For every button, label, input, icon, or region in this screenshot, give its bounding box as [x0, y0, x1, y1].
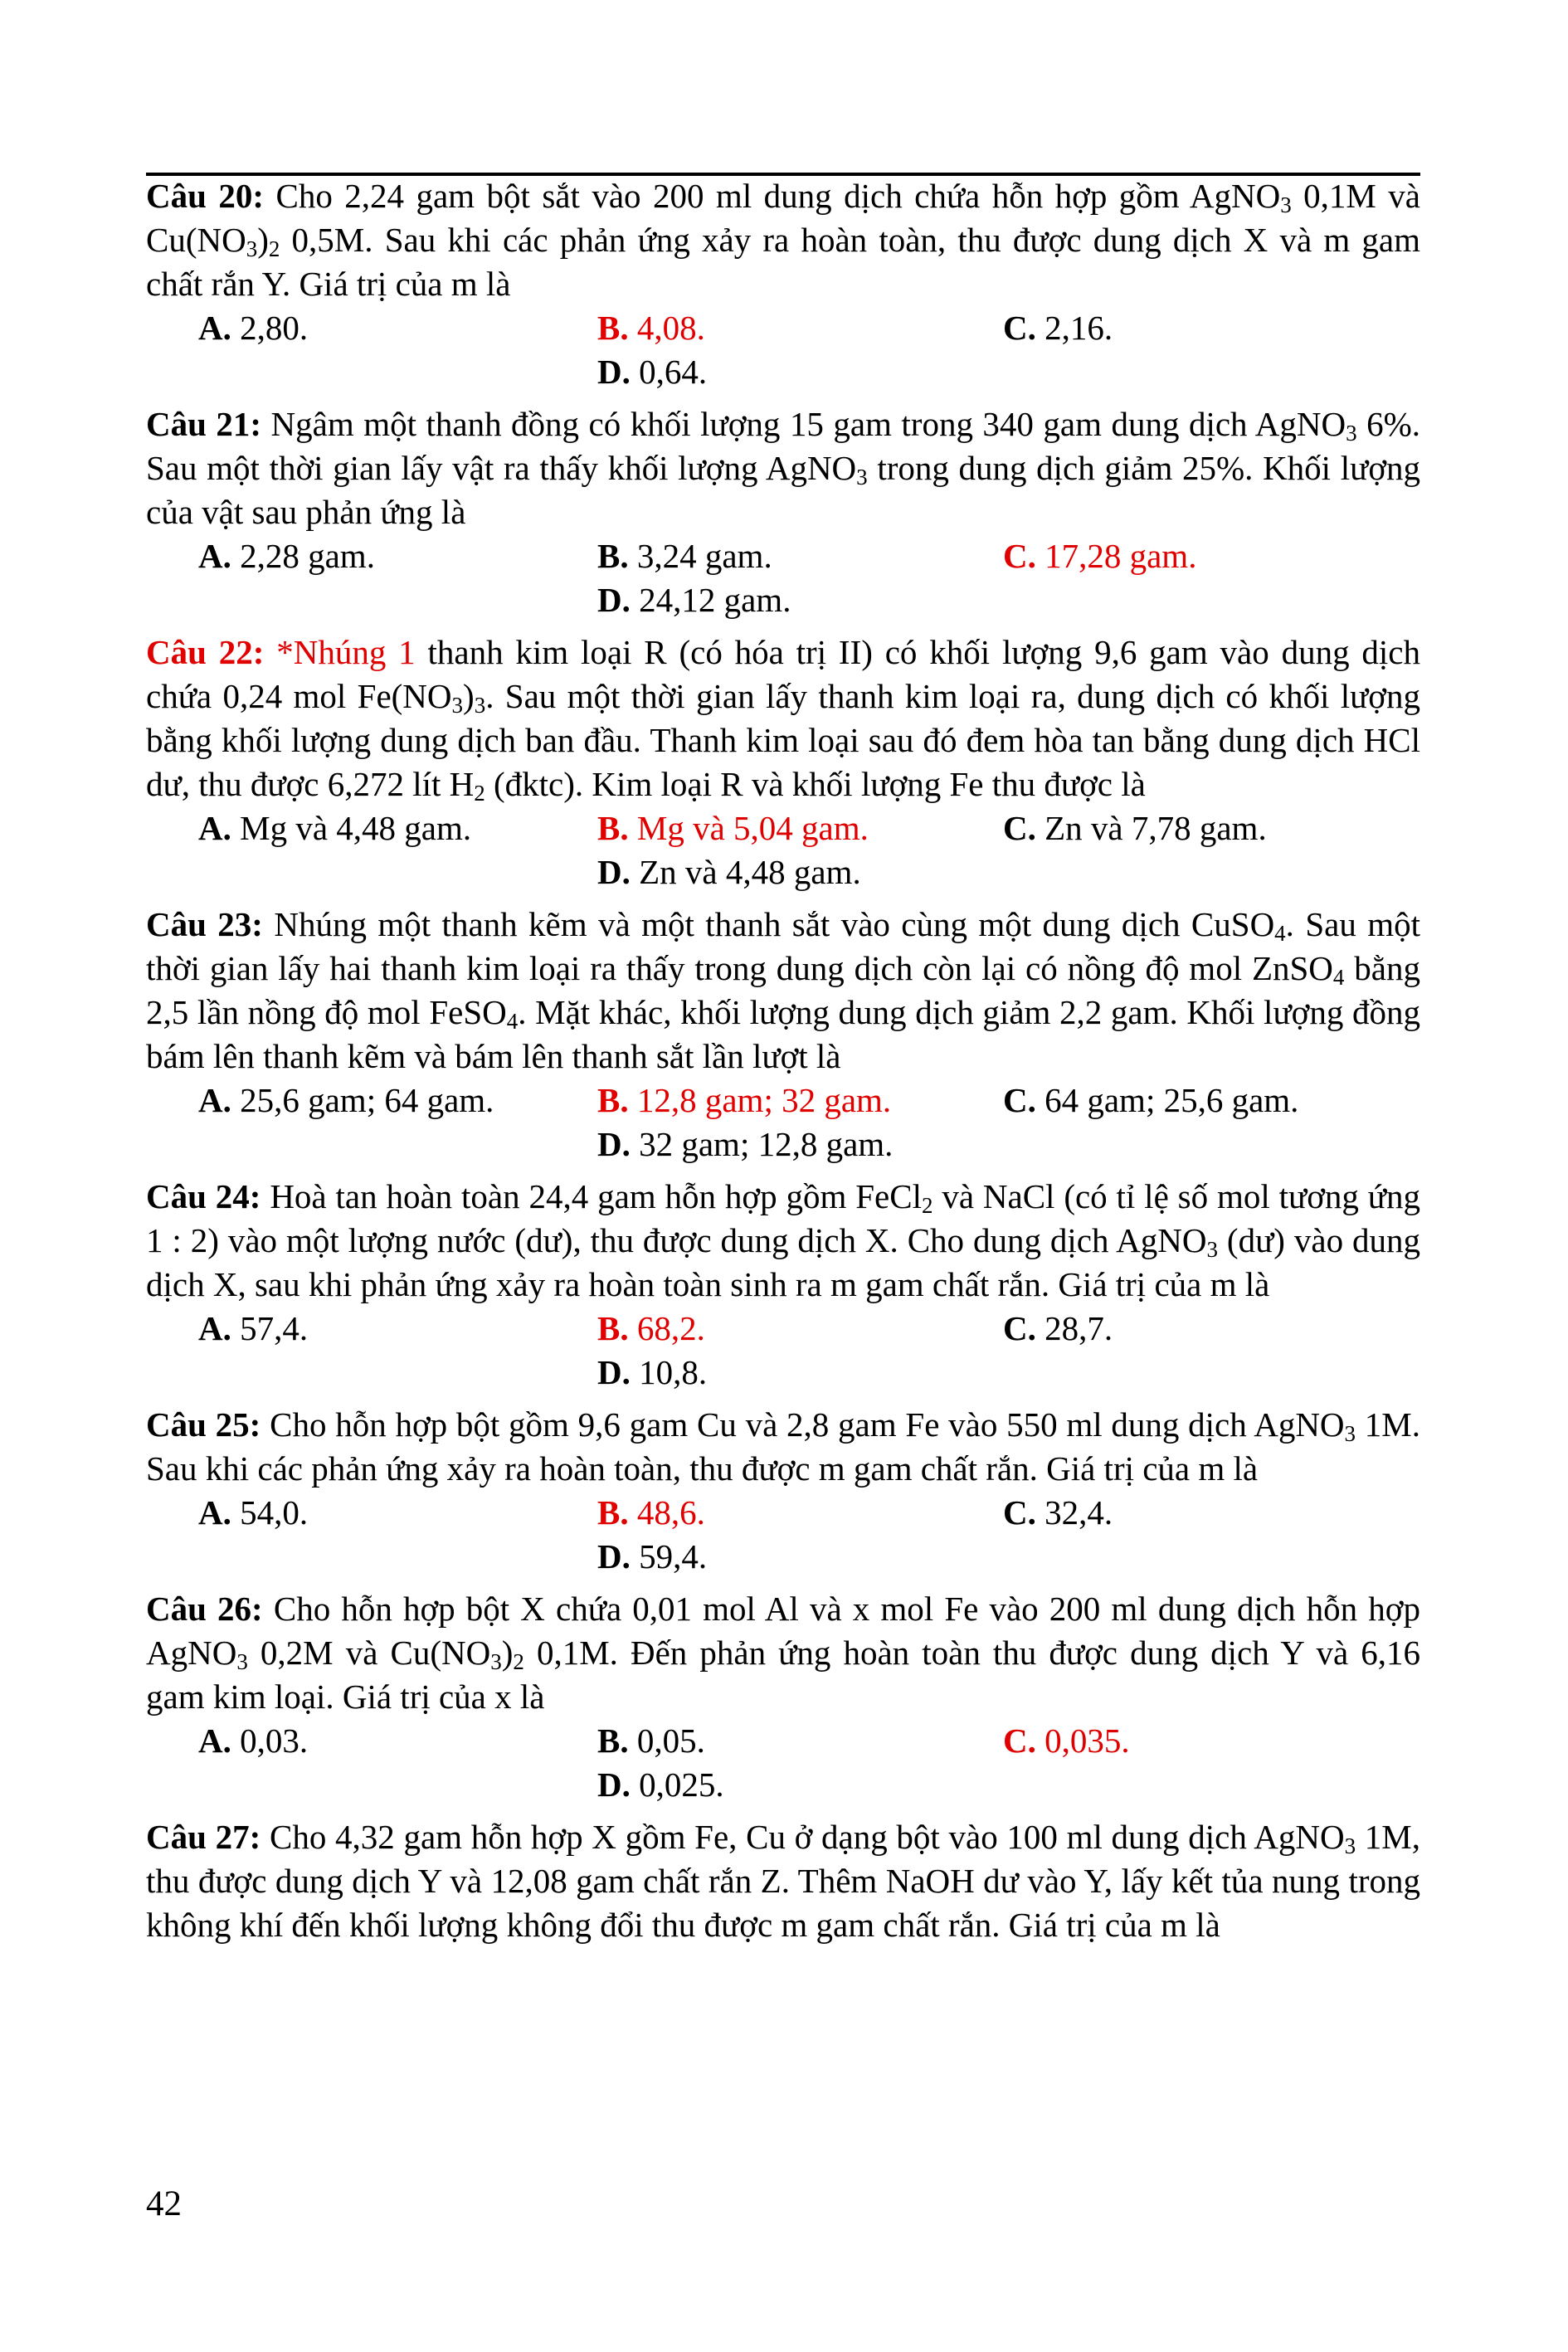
subscript: 3: [451, 693, 464, 718]
option-letter: B.: [597, 1493, 629, 1531]
question-text: Cho hỗn hợp bột X chứa 0,01 mol Al và x mol Fe vào 200 ml dung dịch hỗn hợp AgNO: [146, 1590, 1420, 1672]
option-a: [198, 1719, 308, 1763]
question-block: [146, 402, 1420, 622]
option-text: 64 gam; 25,6 gam.: [1035, 1081, 1299, 1119]
option-text: 0,025.: [630, 1765, 724, 1804]
option-text: 48,6.: [628, 1493, 705, 1531]
question-text: thanh kim loại R (có hóa trị II) có khối lượng 9,6 gam vào dung dịch chứa 0,24 mol Fe(NO: [146, 633, 1420, 715]
option-text: 32,4.: [1035, 1493, 1113, 1531]
question-text: ): [463, 677, 475, 715]
option-b-correct: [597, 806, 869, 850]
option-text: Zn và 4,48 gam.: [630, 853, 861, 891]
subscript: 3: [1206, 1237, 1218, 1262]
option-b-correct: [597, 306, 705, 350]
question-text: 0,2M và Cu(NO: [247, 1634, 491, 1672]
option-letter: C.: [1003, 1081, 1036, 1119]
option-letter: B.: [597, 309, 629, 347]
question-text: (đktc). Kim loại R và khối lượng Fe thu được là: [485, 765, 1146, 803]
option-d: [597, 350, 707, 394]
option-letter: D.: [597, 853, 631, 891]
subscript: 3: [246, 236, 258, 261]
option-a: [198, 806, 471, 850]
option-c: [1003, 806, 1267, 850]
option-a: [198, 1491, 308, 1535]
option-text: 4,08.: [628, 309, 705, 347]
option-d: [597, 1122, 893, 1166]
option-text: 25,6 gam; 64 gam.: [231, 1081, 494, 1119]
question-stem: [146, 631, 1420, 806]
question-text: 6%. Sau một thời gian lấy vật ra thấy khối lượng AgNO: [146, 405, 1420, 487]
option-a: [198, 1079, 494, 1122]
option-letter: C.: [1003, 309, 1036, 347]
option-letter: D.: [597, 581, 631, 619]
option-text: Mg và 4,48 gam.: [231, 809, 472, 847]
subscript: 3: [490, 1649, 502, 1674]
option-b-correct: [597, 1079, 891, 1122]
question-text: Cho 2,24 gam bột sắt vào 200 ml dung dịch chứa hỗn hợp gồm AgNO: [275, 177, 1281, 215]
question-block: [146, 903, 1420, 1166]
question-text: 0,1M và Cu(NO: [146, 177, 1420, 259]
question-text: ): [501, 1634, 514, 1672]
subscript: 4: [506, 1009, 519, 1034]
option-letter: D.: [597, 1537, 631, 1575]
question-stem: [146, 1815, 1420, 1947]
option-letter: B.: [597, 1721, 629, 1760]
option-text: 28,7.: [1035, 1309, 1113, 1347]
option-text: 57,4.: [231, 1309, 309, 1347]
option-text: 10,8.: [630, 1353, 708, 1391]
answer-options: [146, 534, 1420, 622]
option-b-correct: [597, 1491, 705, 1535]
option-letter: C.: [1003, 1493, 1036, 1531]
answer-options: [146, 806, 1420, 894]
question-text: 1M. Sau khi các phản ứng xảy ra hoàn toàn, thu được m gam chất rắn. Giá trị của m là: [146, 1405, 1421, 1488]
question-text: và NaCl (có tỉ lệ số mol tương ứng 1 : 2) vào một lượng nước (dư), thu được dung dịch X. Cho dung dịch AgNO: [146, 1177, 1420, 1259]
question-stem: [146, 1403, 1420, 1491]
option-text: 32 gam; 12,8 gam.: [630, 1125, 894, 1163]
subscript: 2: [921, 1193, 933, 1218]
option-d: [597, 1763, 724, 1807]
option-letter: B.: [597, 1081, 629, 1119]
option-text: 24,12 gam.: [630, 581, 791, 619]
subscript: 4: [1274, 921, 1286, 946]
subscript: 3: [856, 465, 868, 489]
option-text: 0,035.: [1035, 1721, 1130, 1760]
question-number: Câu 22:: [146, 633, 265, 671]
option-letter: A.: [198, 1721, 231, 1760]
question-text: 0,5M. Sau khi các phản ứng xảy ra hoàn toàn, thu được dung dịch X và m gam chất rắn Y. Giá trị của m là: [146, 221, 1420, 303]
question-text: 0,1M. Đến phản ứng hoàn toàn thu được dung dịch Y và 6,16 gam kim loại. Giá trị của x là: [146, 1634, 1421, 1716]
subscript: 2: [474, 781, 485, 806]
question-number: Câu 23:: [146, 905, 263, 943]
subscript: 4: [1332, 965, 1345, 990]
question-text: *Nhúng 1: [276, 633, 416, 671]
question-text: . Mặt khác, khối lượng dung dịch giảm 2,2 gam. Khối lượng đồng bám lên thanh kẽm và bám lên thanh sắt lần lượt là: [146, 993, 1420, 1075]
option-letter: A.: [198, 1081, 231, 1119]
option-c: [1003, 306, 1113, 350]
page-number: 42: [146, 2184, 182, 2223]
option-c-correct: [1003, 534, 1196, 578]
answer-options: [146, 1491, 1420, 1579]
option-b: [597, 1719, 705, 1763]
question-number: Câu 24:: [146, 1177, 261, 1215]
option-letter: D.: [597, 1353, 631, 1391]
option-c: [1003, 1491, 1113, 1535]
answer-options: [146, 306, 1420, 394]
option-letter: C.: [1003, 1309, 1036, 1347]
option-letter: D.: [597, 1765, 631, 1804]
subscript: 3: [1344, 1833, 1356, 1858]
option-text: Zn và 7,78 gam.: [1035, 809, 1267, 847]
question-block: [146, 1815, 1420, 1947]
option-c: [1003, 1079, 1298, 1122]
option-letter: B.: [597, 1309, 629, 1347]
option-d: [597, 578, 791, 622]
option-a: [198, 1307, 308, 1351]
option-text: 2,28 gam.: [231, 537, 375, 575]
option-d: [597, 1535, 707, 1579]
question-number: Câu 26:: [146, 1590, 263, 1628]
answer-options: [146, 1079, 1420, 1166]
question-text: Hoà tan hoàn toàn 24,4 gam hỗn hợp gồm FeCl: [270, 1177, 922, 1215]
question-text: trong dung dịch giảm 25%. Khối lượng của vật sau phản ứng là: [146, 449, 1421, 531]
question-text: . Sau một thời gian lấy hai thanh kim loại ra thấy trong dung dịch còn lại có nồng độ mol ZnSO: [146, 905, 1420, 987]
question-stem: [146, 903, 1420, 1079]
question-text: Ngâm một thanh đồng có khối lượng 15 gam trong 340 gam dung dịch AgNO: [270, 405, 1346, 443]
option-text: 0,05.: [628, 1721, 705, 1760]
subscript: 3: [1280, 192, 1292, 217]
option-letter: C.: [1003, 1721, 1036, 1760]
option-text: Mg và 5,04 gam.: [628, 809, 869, 847]
option-c: [1003, 1307, 1113, 1351]
question-number: Câu 20:: [146, 177, 265, 215]
option-text: 0,03.: [231, 1721, 309, 1760]
question-number: Câu 21:: [146, 405, 262, 443]
option-text: 0,64.: [630, 353, 708, 391]
question-block: [146, 1175, 1420, 1395]
option-letter: A.: [198, 309, 231, 347]
option-text: 3,24 gam.: [628, 537, 772, 575]
option-a: [198, 534, 375, 578]
question-text: 1M, thu được dung dịch Y và 12,08 gam chất rắn Z. Thêm NaOH dư vào Y, lấy kết tủa nung trong không khí đến khối lượng không đổi thu được m gam chất rắn. Giá trị của m là: [146, 1818, 1420, 1944]
question-stem: [146, 402, 1420, 534]
question-list: [146, 174, 1420, 1955]
option-letter: A.: [198, 1493, 231, 1531]
option-letter: A.: [198, 809, 231, 847]
question-number: Câu 27:: [146, 1818, 261, 1856]
question-block: [146, 1403, 1420, 1579]
option-d: [597, 850, 861, 894]
subscript: 3: [1346, 421, 1357, 446]
option-b-correct: [597, 1307, 705, 1351]
question-text: Cho 4,32 gam hỗn hợp X gồm Fe, Cu ở dạng bột vào 100 ml dung dịch AgNO: [269, 1818, 1345, 1856]
option-text: 12,8 gam; 32 gam.: [628, 1081, 892, 1119]
option-letter: A.: [198, 1309, 231, 1347]
question-text: Cho hỗn hợp bột gồm 9,6 gam Cu và 2,8 gam Fe vào 550 ml dung dịch AgNO: [270, 1405, 1345, 1444]
option-a: [198, 306, 308, 350]
option-letter: D.: [597, 1125, 631, 1163]
question-block: [146, 174, 1420, 394]
question-text: (dư) vào dung dịch X, sau khi phản ứng xảy ra hoàn toàn sinh ra m gam chất rắn. Giá trị của m là: [146, 1221, 1420, 1303]
subscript: 2: [513, 1649, 524, 1674]
answer-options: [146, 1307, 1420, 1395]
option-letter: C.: [1003, 537, 1036, 575]
option-letter: B.: [597, 537, 629, 575]
option-text: 17,28 gam.: [1035, 537, 1197, 575]
option-letter: D.: [597, 353, 631, 391]
option-d: [597, 1351, 707, 1395]
question-text: ): [257, 221, 269, 259]
subscript: 3: [236, 1649, 248, 1674]
question-text: bằng 2,5 lần nồng độ mol FeSO: [146, 949, 1420, 1031]
option-text: 59,4.: [630, 1537, 708, 1575]
question-number: Câu 25:: [146, 1405, 261, 1444]
question-text: Nhúng một thanh kẽm và một thanh sắt vào cùng một dung dịch CuSO: [274, 905, 1275, 943]
subscript: 3: [1344, 1421, 1356, 1446]
option-letter: C.: [1003, 809, 1036, 847]
option-text: 54,0.: [231, 1493, 309, 1531]
question-stem: [146, 174, 1420, 306]
option-letter: A.: [198, 537, 231, 575]
question-block: [146, 631, 1420, 894]
subscript: 2: [268, 236, 280, 261]
question-stem: [146, 1175, 1420, 1307]
answer-options: [146, 1719, 1420, 1807]
question-stem: [146, 1587, 1420, 1719]
question-text: . Sau một thời gian lấy thanh kim loại ra, dung dịch có khối lượng bằng khối lượng dung dịch ban đầu. Thanh kim loại sau đó đem hòa tan bằng dung dịch HCl dư, thu được 6,272 lít H: [146, 677, 1420, 803]
question-block: [146, 1587, 1420, 1807]
option-text: 2,80.: [231, 309, 309, 347]
subscript: 3: [474, 693, 486, 718]
option-c-correct: [1003, 1719, 1130, 1763]
option-text: 68,2.: [628, 1309, 705, 1347]
option-text: 2,16.: [1035, 309, 1113, 347]
option-letter: B.: [597, 809, 629, 847]
option-b: [597, 534, 772, 578]
